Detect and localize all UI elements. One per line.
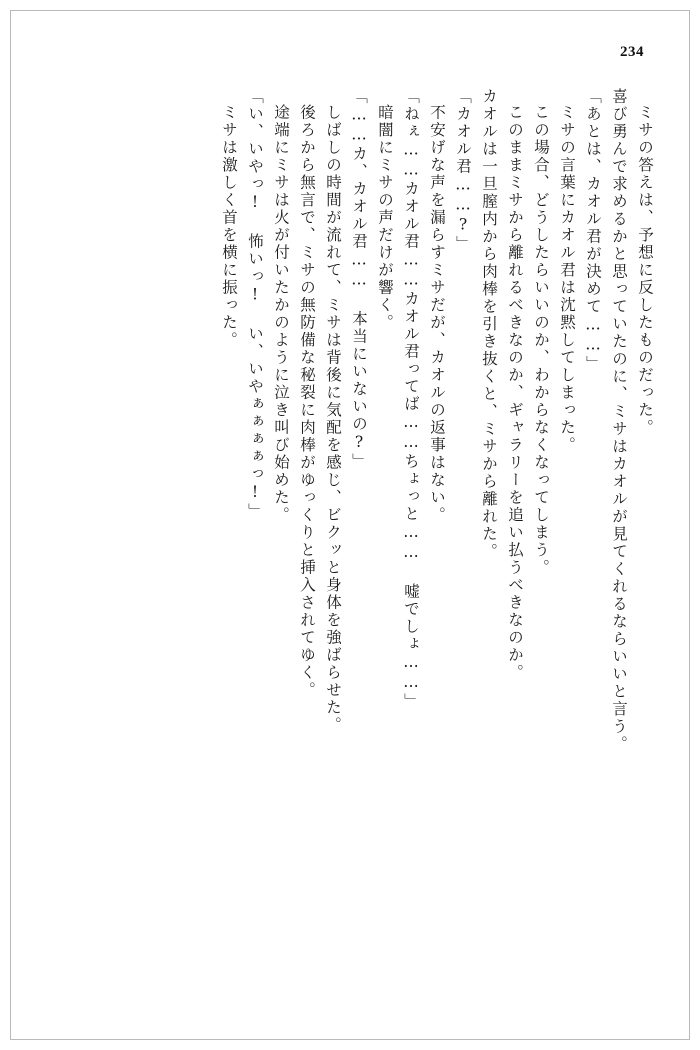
text-line: 暗闇にミサの声だけが響く。 — [376, 104, 394, 332]
text-line: 「カオル君……?」 — [454, 88, 472, 253]
text-line: このままミサから離れるべきなのか、ギャラリーを追い払うべきなのか。 — [506, 104, 524, 682]
text-line: ミサの答えは、予想に反したものだった。 — [636, 104, 654, 437]
text-line: ミサの言葉にカオル君は沈黙してしまった。 — [558, 104, 576, 454]
text-line: 途端にミサは火が付いたかのように泣き叫び始めた。 — [272, 104, 290, 524]
text-line: 不安げな声を漏らすミサだが、カオルの返事はない。 — [428, 104, 446, 524]
text-line: しばしの時間が流れて、ミサは背後に気配を感じ、ビクッと身体を強ばらせた。 — [324, 104, 342, 734]
text-line: 「ねぇ……カオル君……カオル君ってば……ちょっと…… 嘘でしょ……」 — [402, 88, 420, 711]
text-line: 「……カ、カオル君…… 本当にいないの?」 — [350, 88, 368, 471]
text-line: 「い、いやっ! 怖いっ! い、いやぁぁぁぁっ!」 — [246, 88, 264, 521]
text-line: 喜び勇んで求めるかと思っていたのに、ミサはカオルが見てくれるならいいと言う。 — [610, 88, 628, 753]
text-line: カオルは一旦膣内から肉棒を引き抜くと、ミサから離れた。 — [480, 88, 498, 561]
text-line: 後ろから無言で、ミサの無防備な秘裂に肉棒がゆっくりと挿入されてゆく。 — [298, 104, 316, 699]
text-line: ミサは激しく首を横に振った。 — [220, 104, 238, 349]
page-number: 234 — [620, 44, 644, 60]
text-line: 「あとは、カオル君が決めて……」 — [584, 88, 602, 373]
text-line: この場合、どうしたらいいのか、わからなくなってしまう。 — [532, 104, 550, 577]
vertical-text-body — [56, 88, 652, 918]
